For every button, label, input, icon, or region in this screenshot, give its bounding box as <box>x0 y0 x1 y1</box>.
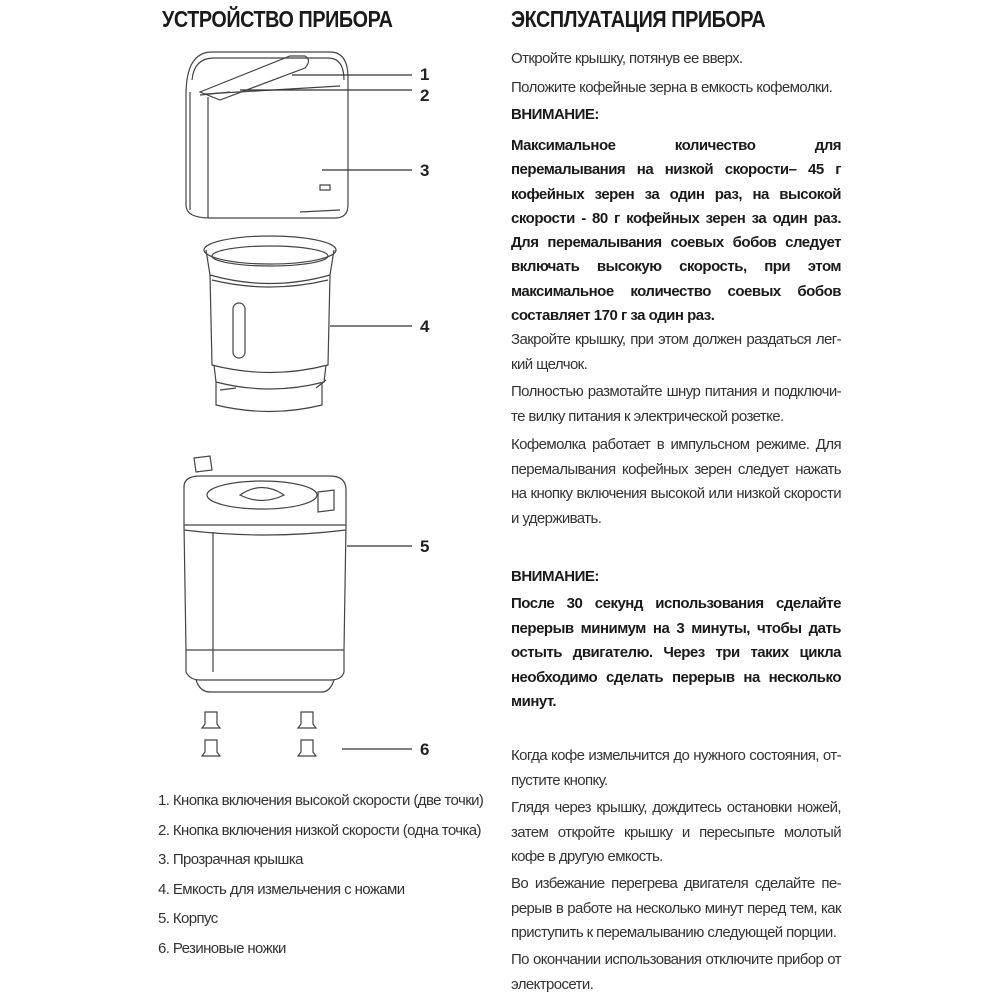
base-illustration <box>184 456 346 692</box>
lid-illustration <box>186 52 348 218</box>
instruction-release-button: Когда кофе измельчится до нужного состояния, от-пустите кнопку. <box>511 747 841 789</box>
callout-2: 2 <box>420 86 430 105</box>
callout-3: 3 <box>420 161 430 180</box>
part-item: 4. Емкость для измельчения с ножами <box>158 880 405 898</box>
device-title: УСТРОЙСТВО ПРИБОРА <box>162 6 393 32</box>
callout-4: 4 <box>420 317 430 336</box>
instruction-pour-coffee: Глядя через крышку, дождитесь остановки ножей, затем откройте крышку и пересыпьте молотый кофе в другую емкость. <box>511 799 841 865</box>
part-item: 1. Кнопка включения высокой скорости (две точки) <box>158 792 484 809</box>
instruction-pulse-mode: Кофемолка работает в импульсном режиме. Для перемалывания кофейных зерен следует нажать на кнопку включения высокой или низкой скорости и удерживать. <box>511 436 841 527</box>
feet-illustration <box>202 712 316 756</box>
instruction-unplug: По окончании использования отключите прибор от электросети. <box>511 951 841 993</box>
warning-title: ВНИМАНИЕ: <box>511 106 599 123</box>
instruction-add-beans: Положите кофейные зерна в емкость кофемолки. <box>511 79 833 96</box>
bowl-illustration <box>204 236 336 412</box>
parts-list <box>158 786 483 963</box>
warning-title: ВНИМАНИЕ: <box>511 568 599 585</box>
callout-1: 1 <box>420 65 430 84</box>
warning-cooldown-text: После 30 секунд использования сделайте перерыв минимум на 3 минуты, чтобы дать остыть двигателю. Через три таких цикла необходимо сделать перерыв на несколько минут. <box>511 595 841 710</box>
instruction-plug-in: Полностью размотайте шнур питания и подключи-те вилку питания к электрической розетке. <box>511 383 841 425</box>
callout-6: 6 <box>420 740 430 759</box>
part-item: 5. Корпус <box>158 910 218 927</box>
callout-5: 5 <box>420 537 430 556</box>
instruction-open-lid: Откройте крышку, потянув ее вверх. <box>511 50 743 67</box>
instruction-close-lid: Закройте крышку, при этом должен раздаться лег-кий щелчок. <box>511 331 841 373</box>
instruction-overheat: Во избежание перегрева двигателя сделайте пе-рерыв в работе на несколько минут перед тем, как приступить к перемалыванию следующей порции. <box>511 875 841 941</box>
part-item: 3. Прозрачная крышка <box>158 851 303 868</box>
part-item: 2. Кнопка включения низкой скорости (одна точка) <box>158 821 481 839</box>
operation-title: ЭКСПЛУАТАЦИЯ ПРИБОРА <box>511 6 766 32</box>
part-item: 6. Резиновые ножки <box>158 939 286 957</box>
warning-capacity-text: Максимальное количество для перемалывания на низкой скорости– 45 г кофейных зерен за один раз, на высокой скорости - 80 г кофейных зерен за один раз. Для перемалывания соевых бобов следует включать высокую скорость, при этом максимальное количество соевых бобов составляет 170 г за один раз. <box>511 137 841 325</box>
